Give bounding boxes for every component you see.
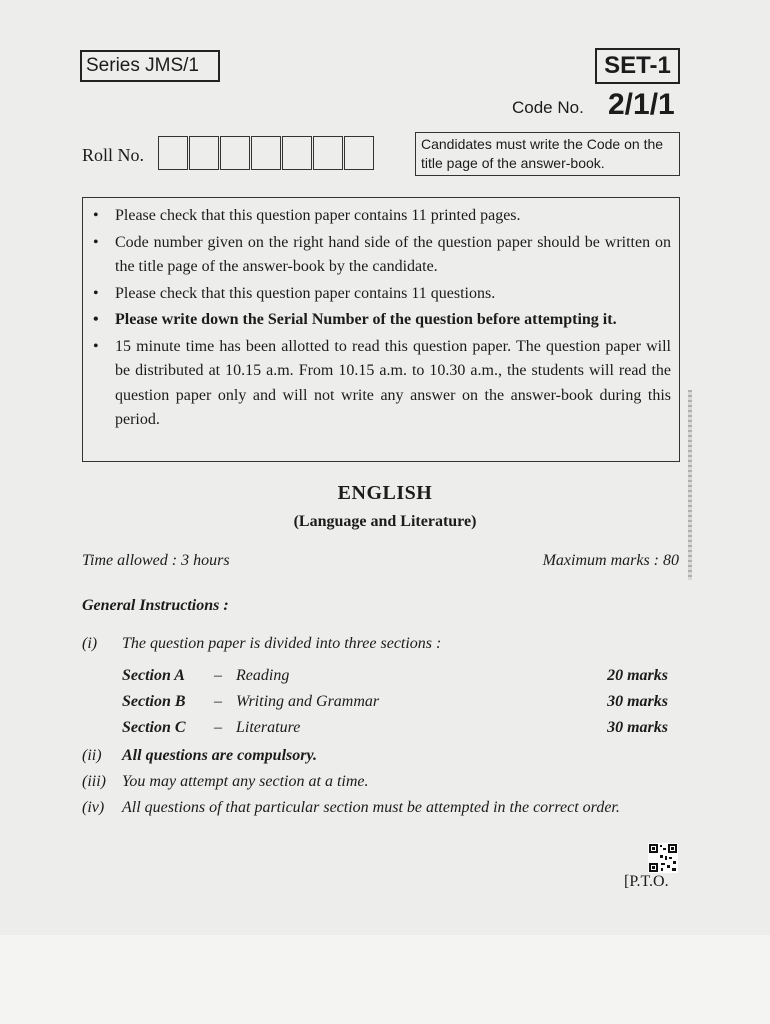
bullet-icon: • [93,311,99,328]
roll-number-box [251,136,281,170]
roll-number-box [282,136,312,170]
subject-title: ENGLISH [337,482,433,504]
section-dash: – [214,667,222,684]
instruction-item [89,335,671,433]
qr-code-icon [648,843,678,873]
section-marks: 30 marks [607,693,668,710]
bullet-icon: • [93,337,99,355]
section-marks: 20 marks [607,667,668,684]
code-label: Code No. [512,98,584,117]
section-title: Literature [236,719,301,736]
instructions-box [82,197,680,462]
instruction-text: Code number given on the right hand side of the question paper should be written on the title page of the answer-book by the candidate. [115,233,671,275]
instruction-text: You may attempt any section at a time. [122,773,369,790]
roll-number-box [313,136,343,170]
bullet-icon: • [93,233,99,251]
section-dash: – [214,693,222,710]
bullet-icon: • [93,284,99,302]
roll-number-boxes [158,136,375,170]
code-value: 2/1/1 [608,88,675,121]
section-row [122,693,668,711]
general-instruction-iv [82,797,680,819]
instruction-text: All questions are compulsory. [122,747,317,764]
instruction-item [89,204,671,229]
instruction-item [89,231,671,280]
bullet-icon: • [93,207,99,224]
instruction-text: Please check that this question paper contains 11 printed pages. [115,207,521,224]
section-title: Reading [236,667,290,684]
instruction-number: (ii) [82,747,102,764]
instruction-item [89,282,671,307]
section-name: Section A [122,667,185,684]
instruction-text: Please write down the Serial Number of the question before attempting it. [115,311,617,328]
roll-number-box [158,136,188,170]
instruction-number: (iv) [82,799,105,816]
section-title: Writing and Grammar [236,693,380,710]
instruction-item [89,308,671,333]
instruction-text: 15 minute time has been allotted to read this question paper. The question paper will be distributed at 10.15 a.m. From 10.15 a.m. to 10.30 a.m., the students will read the question paper only and will not write any answer on the answer-book during this period. [115,337,671,428]
section-dash: – [214,719,222,736]
instruction-number: (iii) [82,773,106,790]
code-note: Candidates must write the Code on the title page of the answer-book. [415,132,680,176]
maximum-marks: Maximum marks : 80 [542,552,679,569]
section-name: Section B [122,693,186,710]
subject-subtitle: (Language and Literature) [293,513,477,530]
instruction-number: (i) [82,635,98,652]
section-name: Section C [122,719,186,736]
roll-number-box [189,136,219,170]
general-instructions-title: General Instructions : [82,597,229,614]
section-row [122,719,668,737]
instruction-text: All questions of that particular section must be attempted in the correct order. [122,799,620,816]
general-instruction-iii [82,771,369,793]
roll-number-label: Roll No. [82,145,145,165]
general-instruction-ii [82,745,317,767]
series-label: Series JMS/1 [80,50,220,82]
general-instruction-i [82,633,441,655]
please-turn-over: [P.T.O. [624,873,669,890]
time-allowed: Time allowed : 3 hours [82,552,230,569]
instruction-text: Please check that this question paper contains 11 questions. [115,284,496,302]
section-marks: 30 marks [607,719,668,736]
set-label: SET-1 [595,48,680,84]
roll-number-box [220,136,250,170]
roll-number-box [344,136,374,170]
instruction-text: The question paper is divided into three sections : [122,635,442,652]
section-row [122,667,668,685]
